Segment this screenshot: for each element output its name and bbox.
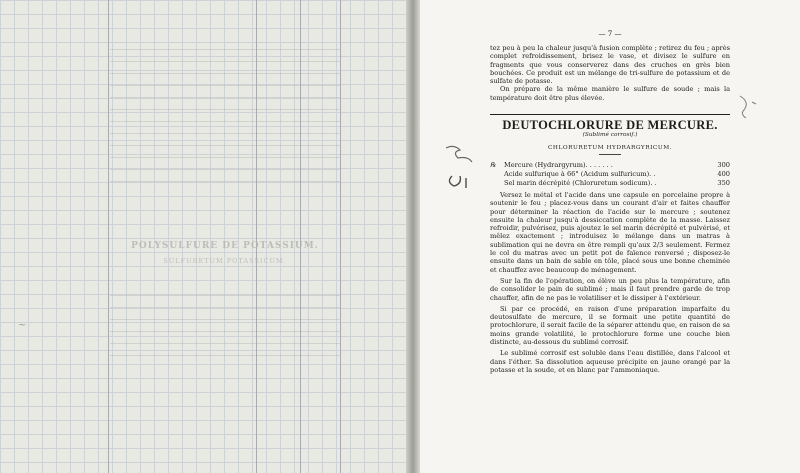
short-divider	[599, 154, 621, 155]
body-paragraph: Le sublimé corrosif est soluble dans l'eau distillée, dans l'alcool et dans l'éther. Sa dissolution aqueuse précipite en jaune orangé par la potasse et la soude, et en blanc par l'ammoniaque.	[490, 349, 730, 374]
intro-paragraph: On prépare de la même manière le sulfure de soude ; mais la température doit être plus élevée.	[490, 85, 730, 102]
bleed-through-text	[110, 40, 340, 358]
ingredient-name: Sel marin décrépité (Chloruretum sodicum). .	[504, 178, 657, 187]
recipe-icon: ℞	[490, 160, 496, 169]
ingredient-qty: 400	[717, 169, 730, 178]
ingredient-name: Acide sulfurique à 66° (Acidum sulfuricum). .	[504, 169, 656, 178]
column-line	[340, 0, 341, 473]
section-title: DEUTOCHLORURE DE MERCURE.	[502, 118, 718, 133]
intro-paragraph: tez peu à peu la chaleur jusqu'à fusion complète ; retirez du feu ; après complet refroidissement, brisez le vase, et divisez le sulfure en fragments que vous conserverez dans des cruches en grès bien bouchées. Ce produit est un mélange de tri-sulfure de potassium et de sulfate de potasse.	[490, 44, 730, 86]
pencil-mark	[732, 92, 762, 120]
ingredient-name: Mercure (Hydrargyrum). . . . . . .	[504, 160, 613, 169]
body-paragraph: Sur la fin de l'opération, on élève un peu plus la température, afin de consolider le pain de sublimé ; mais il faut prendre garde de trop chauffer, afin de ne pas le volatiliser et le dissiper à l'extérieur.	[490, 276, 730, 302]
ingredient-qty: 350	[717, 178, 730, 187]
section-rule	[490, 114, 730, 115]
handwritten-annotation	[442, 140, 486, 190]
pencil-mark: ~	[18, 320, 27, 331]
page-text-column	[490, 0, 730, 374]
section-subtitle: (Sublimé corrosif.)	[582, 132, 638, 139]
page-number: — 7 —	[598, 30, 622, 38]
margin-line	[108, 0, 109, 473]
latin-name: CHLORURETUM HYDRARGYRICUM.	[547, 144, 673, 151]
body-paragraph: Si par ce procédé, en raison d'une préparation imparfaite du deutosulfate de mercure, il se formait une petite quantité de protochlorure, il serait facile de la séparer attendu que, en raison de sa moins grande volatilité, le protochlorure forme une couche bien distincte, au-dessous du sublimé corrosif.	[490, 304, 730, 347]
right-page	[420, 0, 800, 473]
book-gutter	[406, 0, 420, 473]
ingredient-qty: 300	[717, 160, 730, 169]
ingredient-row	[490, 179, 730, 188]
ghost-subheading: SULFURETUM POTASSICUM.	[163, 257, 287, 265]
ingredient-row	[490, 170, 730, 179]
ingredient-row	[490, 161, 730, 170]
body-paragraph: Versez le métal et l'acide dans une capsule en porcelaine propre à soutenir le feu ; placez-vous dans un courant d'air et faites chauffer pour déterminer la réaction de l'acide sur le mercure ; soutenez ensuite la chaleur jusqu'à dessiccation complète de la masse. Laissez refroidir, pulvérisez, puis ajoutez le sel marin décrépité et pulvérisé, et mêlez exactement ; introduisez le mélange dans un matras à sublimation qui ne devra en être rempli qu'aux 2/3 seulement. Fermez le col du matras avec un petit pot de faïence renversé ; disposez-le ensuite dans un bain de sable en tôle, placé sous une bonne cheminée et chauffez avec beaucoup de ménagement.	[490, 190, 730, 274]
ghost-heading: POLYSULFURE DE POTASSIUM.	[131, 241, 319, 251]
